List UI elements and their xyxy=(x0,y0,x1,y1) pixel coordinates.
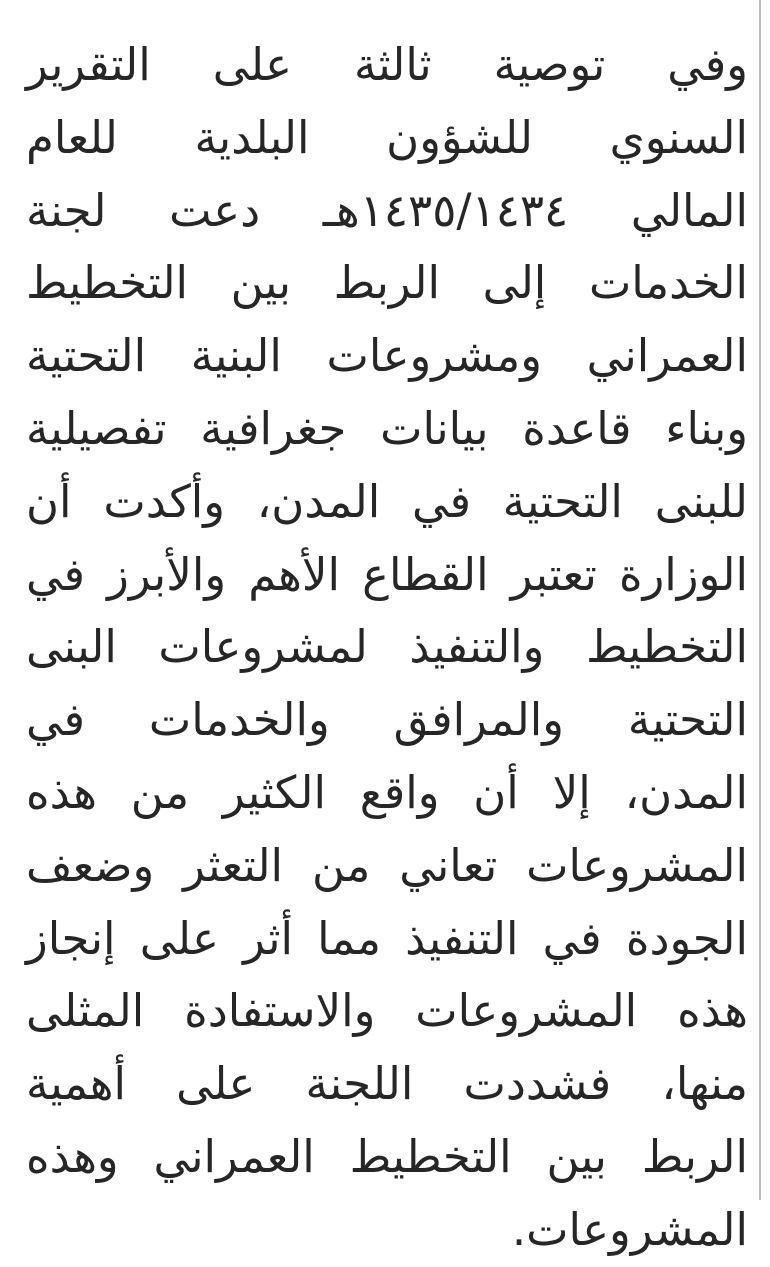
article-line: السنوي للشؤون البلدية للعام xyxy=(26,110,748,164)
article-line: المالي ١٤٣٥/١٤٣٤هـ دعت لجنة xyxy=(26,183,748,237)
article-line: التخطيط والتنفيذ لمشروعات البنى xyxy=(26,620,748,674)
article-line: وبناء قاعدة بيانات جغرافية تفصيلية xyxy=(26,401,748,455)
article-line: هذه المشروعات والاستفادة المثلى xyxy=(26,984,748,1038)
article-line: الخدمات إلى الربط بين التخطيط xyxy=(26,256,748,310)
article-line: المدن، إلا أن واقع الكثير من هذه xyxy=(26,765,748,819)
article-line: منها، فشددت اللجنة على أهمية xyxy=(26,1057,748,1111)
article-line: وفي توصية ثالثة على التقرير xyxy=(26,38,748,91)
article-line: الربط بين التخطيط العمراني وهذه xyxy=(26,1129,748,1183)
margin-rule xyxy=(759,0,761,1200)
article-line: التحتية والمرافق والخدمات في xyxy=(26,693,748,747)
article-line: الوزارة تعتبر القطاع الأهم والأبرز في xyxy=(26,547,748,601)
article-line: المشروعات تعاني من التعثر وضعف xyxy=(26,838,748,892)
article-line: العمراني ومشروعات البنية التحتية xyxy=(26,329,748,383)
article-line: للبنى التحتية في المدن، وأكدت أن xyxy=(26,474,748,528)
article-line: الجودة في التنفيذ مما أثر على إنجاز xyxy=(26,911,748,965)
article-body xyxy=(26,29,748,1267)
article-line-last: المشروعات. xyxy=(511,1202,748,1256)
